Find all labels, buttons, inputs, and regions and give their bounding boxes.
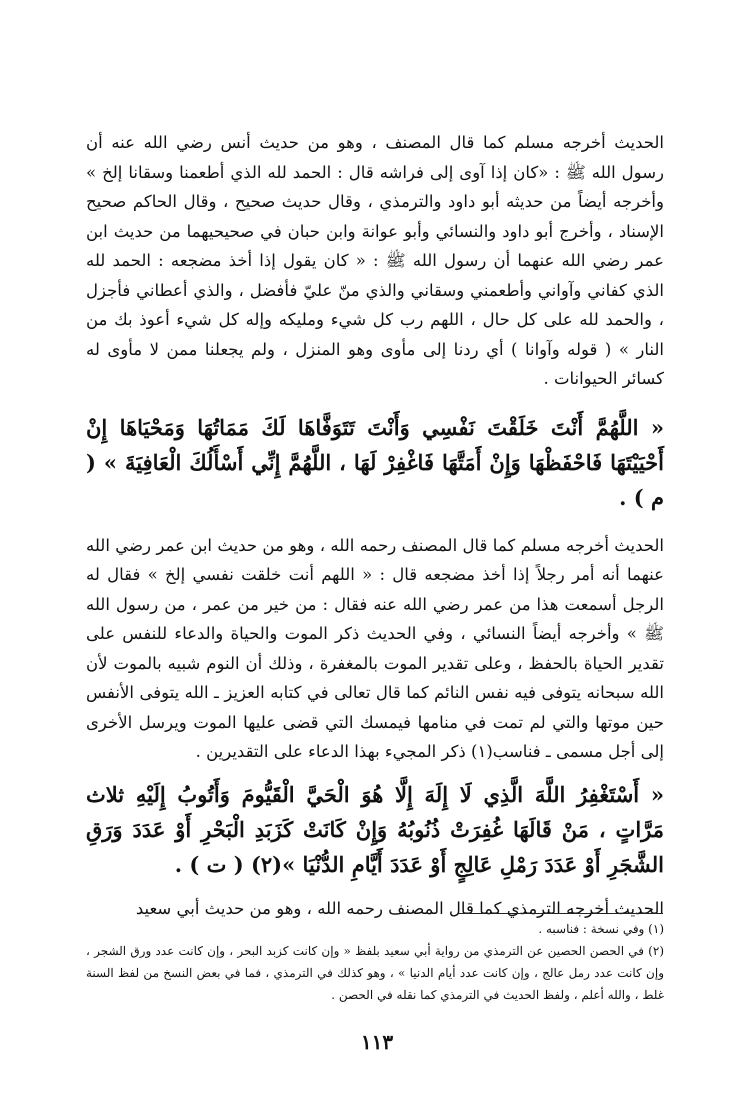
commentary-paragraph-3: الحديث أخرجه الترمذي كما قال المصنف رحمه الله ، وهو من حديث أبي سعيد <box>135 898 664 918</box>
footnote-2: (٢) في الحصن الحصين عن الترمذي من رواية أبي سعيد بلفظ « وإن كانت كزبد البحر ، وإن كانت عدد ورق الشجر ، وإن كانت عدد رمل عالج ، وإن كانت عدد أيام الدنيا » ، وهو كذلك في الترمذي ، فما في بعض النسخ من لفظ السنة غلط ، والله أعلم ، ولفظ الحديث في الترمذي كما نقله في الحصن . <box>86 944 664 1002</box>
commentary-paragraph-1: الحديث أخرجه مسلم كما قال المصنف ، وهو من حديث أنس رضي الله عنه أن رسول الله ﷺ : «كان إذا آوى إلى فراشه قال : الحمد لله الذي أطعمنا وسقانا إلخ » وأخرجه أيضاً من حديثه أبو داود والترمذي ، وقال حديث صحيح ، وقال الحاكم صحيح الإسناد ، وأخرج أبو داود والنسائي وأبو عوانة وابن حبان في صحيحيهما من حديث ابن عمر رضي الله عنهما أن رسول الله ﷺ : « كان يقول إذا أخذ مضجعه : الحمد لله الذي كفاني وآواني وأطعمني وسقاني والذي منّ عليّ فأفضل ، والذي أعطاني فأجزل ، والحمد لله على كل حال ، اللهم رب كل شيء ومليكه وإله كل شيء أعوذ بك من النار » ( قوله وآوانا ) أي ردنا إلى مأوى وهو المنزل ، ولم يجعلنا ممن لا مأوى له كسائر الحيوانات . <box>86 133 664 388</box>
hadith-dua-2: « أَسْتَغْفِرُ اللَّهَ الَّذِي لَا إِلَهَ إِلَّا هُوَ الْحَيَّ الْقَيُّومَ وَأَتُوبُ إِلَيْهِ ثلاث مَرَّاتٍ ، مَنْ قَالَهَا غُفِرَتْ ذُنُوبُهُ وَإِنْ كَانَتْ كَزَبَدِ الْبَحْرِ أَوْ عَدَدَ وَرَقِ الشَّجَرِ أَوْ عَدَدَ رَمْلِ عَالِجٍ أَوْ عَدَدَ أَيَّامِ الدُّنْيَا »(٢) ( ت ) . <box>86 781 664 877</box>
page-number: ١١٣ <box>360 1030 394 1054</box>
footnotes <box>86 918 664 1006</box>
hadith-dua-1: « اللَّهُمَّ أَنْتَ خَلَقْتَ نَفْسِي وَأَنْتَ تَتَوَفَّاهَا لَكَ مَمَاتُهَا وَمَحْيَاهَا إِنْ أَحْيَيْتَهَا فَاحْفَظْهَا وَإِنْ أَمَتَّهَا فَاغْفِرْ لَهَا ، اللَّهُمَّ إِنِّي أَسْأَلُكَ الْعَافِيَةَ » ( م ) . <box>86 414 664 510</box>
page-body <box>86 128 664 923</box>
commentary-paragraph-2: الحديث أخرجه مسلم كما قال المصنف رحمه الله ، وهو من حديث ابن عمر رضي الله عنهما أنه أمر رجلاً إذا أخذ مضجعه قال : « اللهم أنت خلقت نفسي إلخ » فقال له الرجل أسمعت هذا من عمر رضي الله عنه فقال : من خير من عمر ، من رسول الله ﷺ » وأخرجه أيضاً النسائي ، وفي الحديث ذكر الموت والحياة والدعاء للنفس على تقدير الحياة بالحفظ ، وعلى تقدير الموت بالمغفرة ، وذلك أن النوم شبيه بالموت لأن الله سبحانه يتوفى فيه نفس النائم كما قال تعالى في كتابه العزيز ـ الله يتوفى الأنفس حين موتها والتي لم تمت في منامها فيمسك التي قضى عليها الموت ويرسل الأخرى إلى أجل مسمى ـ فناسب(١) ذكر المجيء بهذا الدعاء على التقديرين . <box>86 535 664 761</box>
footnote-divider <box>459 913 663 914</box>
footnote-1: (١) وفي نسخة : فناسبه . <box>538 922 664 936</box>
